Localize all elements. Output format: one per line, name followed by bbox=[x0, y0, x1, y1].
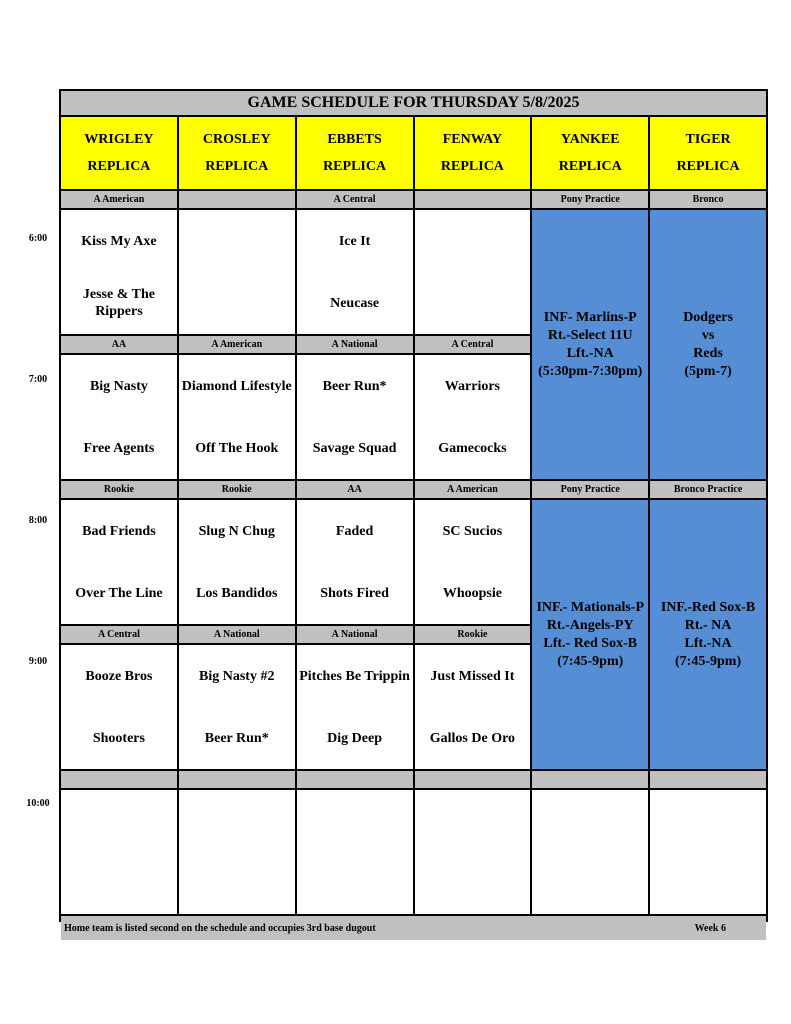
field-header-crosley bbox=[179, 117, 295, 189]
division-label bbox=[415, 191, 531, 208]
home-team: Over The Line bbox=[75, 585, 163, 601]
practice-line: Lft.-NA bbox=[684, 635, 732, 651]
division-label: Bronco Practice bbox=[650, 481, 766, 498]
game-cell bbox=[61, 500, 177, 624]
division-label bbox=[179, 191, 295, 208]
field-header-wrigley bbox=[61, 117, 177, 189]
week-label: Week 6 bbox=[694, 922, 726, 934]
division-label bbox=[650, 771, 766, 788]
home-team: Shooters bbox=[92, 730, 145, 746]
division-label: Pony Practice bbox=[532, 191, 648, 208]
field-name: WRIGLEY bbox=[84, 132, 154, 147]
practice-yankee-late bbox=[532, 500, 648, 769]
division-label bbox=[415, 771, 531, 788]
field-sub: REPLICA bbox=[205, 159, 269, 174]
field-sub: REPLICA bbox=[440, 159, 504, 174]
game-cell bbox=[415, 645, 531, 769]
game-cell bbox=[297, 790, 413, 914]
away-team: Bad Friends bbox=[82, 523, 156, 539]
field-name: FENWAY bbox=[442, 132, 503, 147]
game-cell bbox=[297, 500, 413, 624]
field-sub: REPLICA bbox=[323, 159, 387, 174]
division-label: Bronco bbox=[650, 191, 766, 208]
away-team bbox=[179, 210, 295, 272]
field-name: YANKEE bbox=[560, 132, 620, 147]
home-team: Whoopsie bbox=[442, 585, 502, 601]
game-cell bbox=[61, 355, 177, 479]
away-team bbox=[415, 210, 531, 272]
schedule-title: GAME SCHEDULE FOR THURSDAY 5/8/2025 bbox=[61, 91, 766, 115]
practice-line: (7:45-9pm) bbox=[557, 653, 624, 669]
game-cell bbox=[415, 210, 531, 334]
game-cell bbox=[179, 500, 295, 624]
home-team: Beer Run* bbox=[204, 730, 269, 746]
time-label: 7:00 bbox=[28, 374, 48, 385]
division-label: Rookie bbox=[179, 481, 295, 498]
home-team: Neucase bbox=[330, 295, 380, 311]
game-cell bbox=[415, 790, 531, 914]
division-label: A American bbox=[61, 191, 177, 208]
footer bbox=[61, 916, 766, 940]
division-label: A American bbox=[415, 481, 531, 498]
home-team: Gamecocks bbox=[438, 440, 507, 456]
footer-note: Home team is listed second on the schedule and occupies 3rd base dugout bbox=[64, 922, 376, 934]
home-team: Jesse & The Rippers bbox=[82, 287, 155, 319]
away-team: Warriors bbox=[444, 378, 501, 394]
division-label bbox=[61, 771, 177, 788]
practice-line: INF- Marlins-P bbox=[543, 309, 637, 325]
field-sub: REPLICA bbox=[676, 159, 740, 174]
division-label: AA bbox=[61, 336, 177, 353]
practice-line: (5pm-7) bbox=[684, 363, 732, 379]
game-cell bbox=[179, 645, 295, 769]
practice-line: Rt.-Select 11U bbox=[547, 327, 633, 343]
practice-line: Rt.-Angels-PY bbox=[546, 617, 634, 633]
field-header-ebbets bbox=[297, 117, 413, 189]
home-team: Free Agents bbox=[83, 440, 155, 456]
away-team: Kiss My Axe bbox=[81, 233, 157, 249]
time-label: 9:00 bbox=[28, 656, 48, 667]
time-label: 8:00 bbox=[28, 515, 48, 526]
game-cell bbox=[415, 355, 531, 479]
game-cell bbox=[532, 790, 648, 914]
game-cell bbox=[179, 355, 295, 479]
division-label: Pony Practice bbox=[532, 481, 648, 498]
field-header-tiger bbox=[650, 117, 766, 189]
time-label: 10:00 bbox=[26, 798, 50, 809]
division-label: A National bbox=[297, 626, 413, 643]
away-team: Big Nasty bbox=[89, 378, 148, 394]
division-label: A Central bbox=[415, 336, 531, 353]
time-label: 6:00 bbox=[28, 233, 48, 244]
division-label: AA bbox=[297, 481, 413, 498]
division-label: A National bbox=[179, 626, 295, 643]
division-label: Rookie bbox=[61, 481, 177, 498]
away-team: Just Missed It bbox=[430, 668, 515, 684]
division-label: A Central bbox=[297, 191, 413, 208]
away-team: Big Nasty #2 bbox=[199, 668, 275, 684]
home-team: Shots Fired bbox=[320, 585, 389, 601]
away-team: SC Sucios bbox=[442, 523, 503, 539]
field-name: EBBETS bbox=[327, 132, 382, 147]
practice-tiger-late bbox=[650, 500, 766, 769]
game-cell bbox=[650, 790, 766, 914]
home-team: Off The Hook bbox=[195, 440, 279, 456]
home-team bbox=[415, 272, 531, 334]
practice-line: INF.- Mationals-P bbox=[536, 599, 645, 615]
field-sub: REPLICA bbox=[558, 159, 622, 174]
game-cell bbox=[61, 790, 177, 914]
home-team: Los Bandidos bbox=[196, 585, 278, 601]
division-label bbox=[532, 771, 648, 788]
practice-line: (7:45-9pm) bbox=[675, 653, 742, 669]
home-team bbox=[179, 272, 295, 334]
field-sub: REPLICA bbox=[87, 159, 151, 174]
field-header-fenway bbox=[415, 117, 531, 189]
practice-line: INF.-Red Sox-B bbox=[660, 599, 756, 615]
away-team: Ice It bbox=[338, 233, 371, 249]
practice-line: vs bbox=[701, 327, 715, 343]
game-cell bbox=[415, 500, 531, 624]
field-name: CROSLEY bbox=[202, 132, 271, 147]
away-team: Pitches Be Trippin bbox=[299, 668, 410, 684]
practice-line: Dodgers bbox=[683, 309, 733, 325]
division-label bbox=[297, 771, 413, 788]
practice-line: Lft.-NA bbox=[566, 345, 614, 361]
division-label bbox=[179, 771, 295, 788]
away-team: Beer Run* bbox=[322, 378, 387, 394]
practice-line: Lft.- Red Sox-B bbox=[543, 635, 638, 651]
schedule-table bbox=[59, 89, 768, 934]
game-cell bbox=[297, 645, 413, 769]
game-cell bbox=[179, 210, 295, 334]
field-header-yankee bbox=[532, 117, 648, 189]
home-team: Savage Squad bbox=[312, 440, 397, 456]
game-cell bbox=[297, 355, 413, 479]
home-team: Dig Deep bbox=[327, 730, 382, 746]
game-cell bbox=[61, 210, 177, 334]
game-cell bbox=[297, 210, 413, 334]
home-team: Gallos De Oro bbox=[429, 730, 516, 746]
field-name: TIGER bbox=[685, 132, 731, 147]
game-cell bbox=[61, 645, 177, 769]
practice-line: Rt.- NA bbox=[684, 617, 732, 633]
game-cell bbox=[179, 790, 295, 914]
division-label: A American bbox=[179, 336, 295, 353]
practice-tiger-early bbox=[650, 210, 766, 479]
away-team: Slug N Chug bbox=[198, 523, 275, 539]
practice-line: (5:30pm-7:30pm) bbox=[538, 363, 643, 379]
division-label: A National bbox=[297, 336, 413, 353]
division-label: Rookie bbox=[415, 626, 531, 643]
division-label: A Central bbox=[61, 626, 177, 643]
practice-yankee-early bbox=[532, 210, 648, 479]
practice-line: Reds bbox=[693, 345, 723, 361]
away-team: Faded bbox=[335, 523, 374, 539]
away-team: Diamond Lifestyle bbox=[181, 378, 292, 394]
away-team: Booze Bros bbox=[85, 668, 153, 684]
